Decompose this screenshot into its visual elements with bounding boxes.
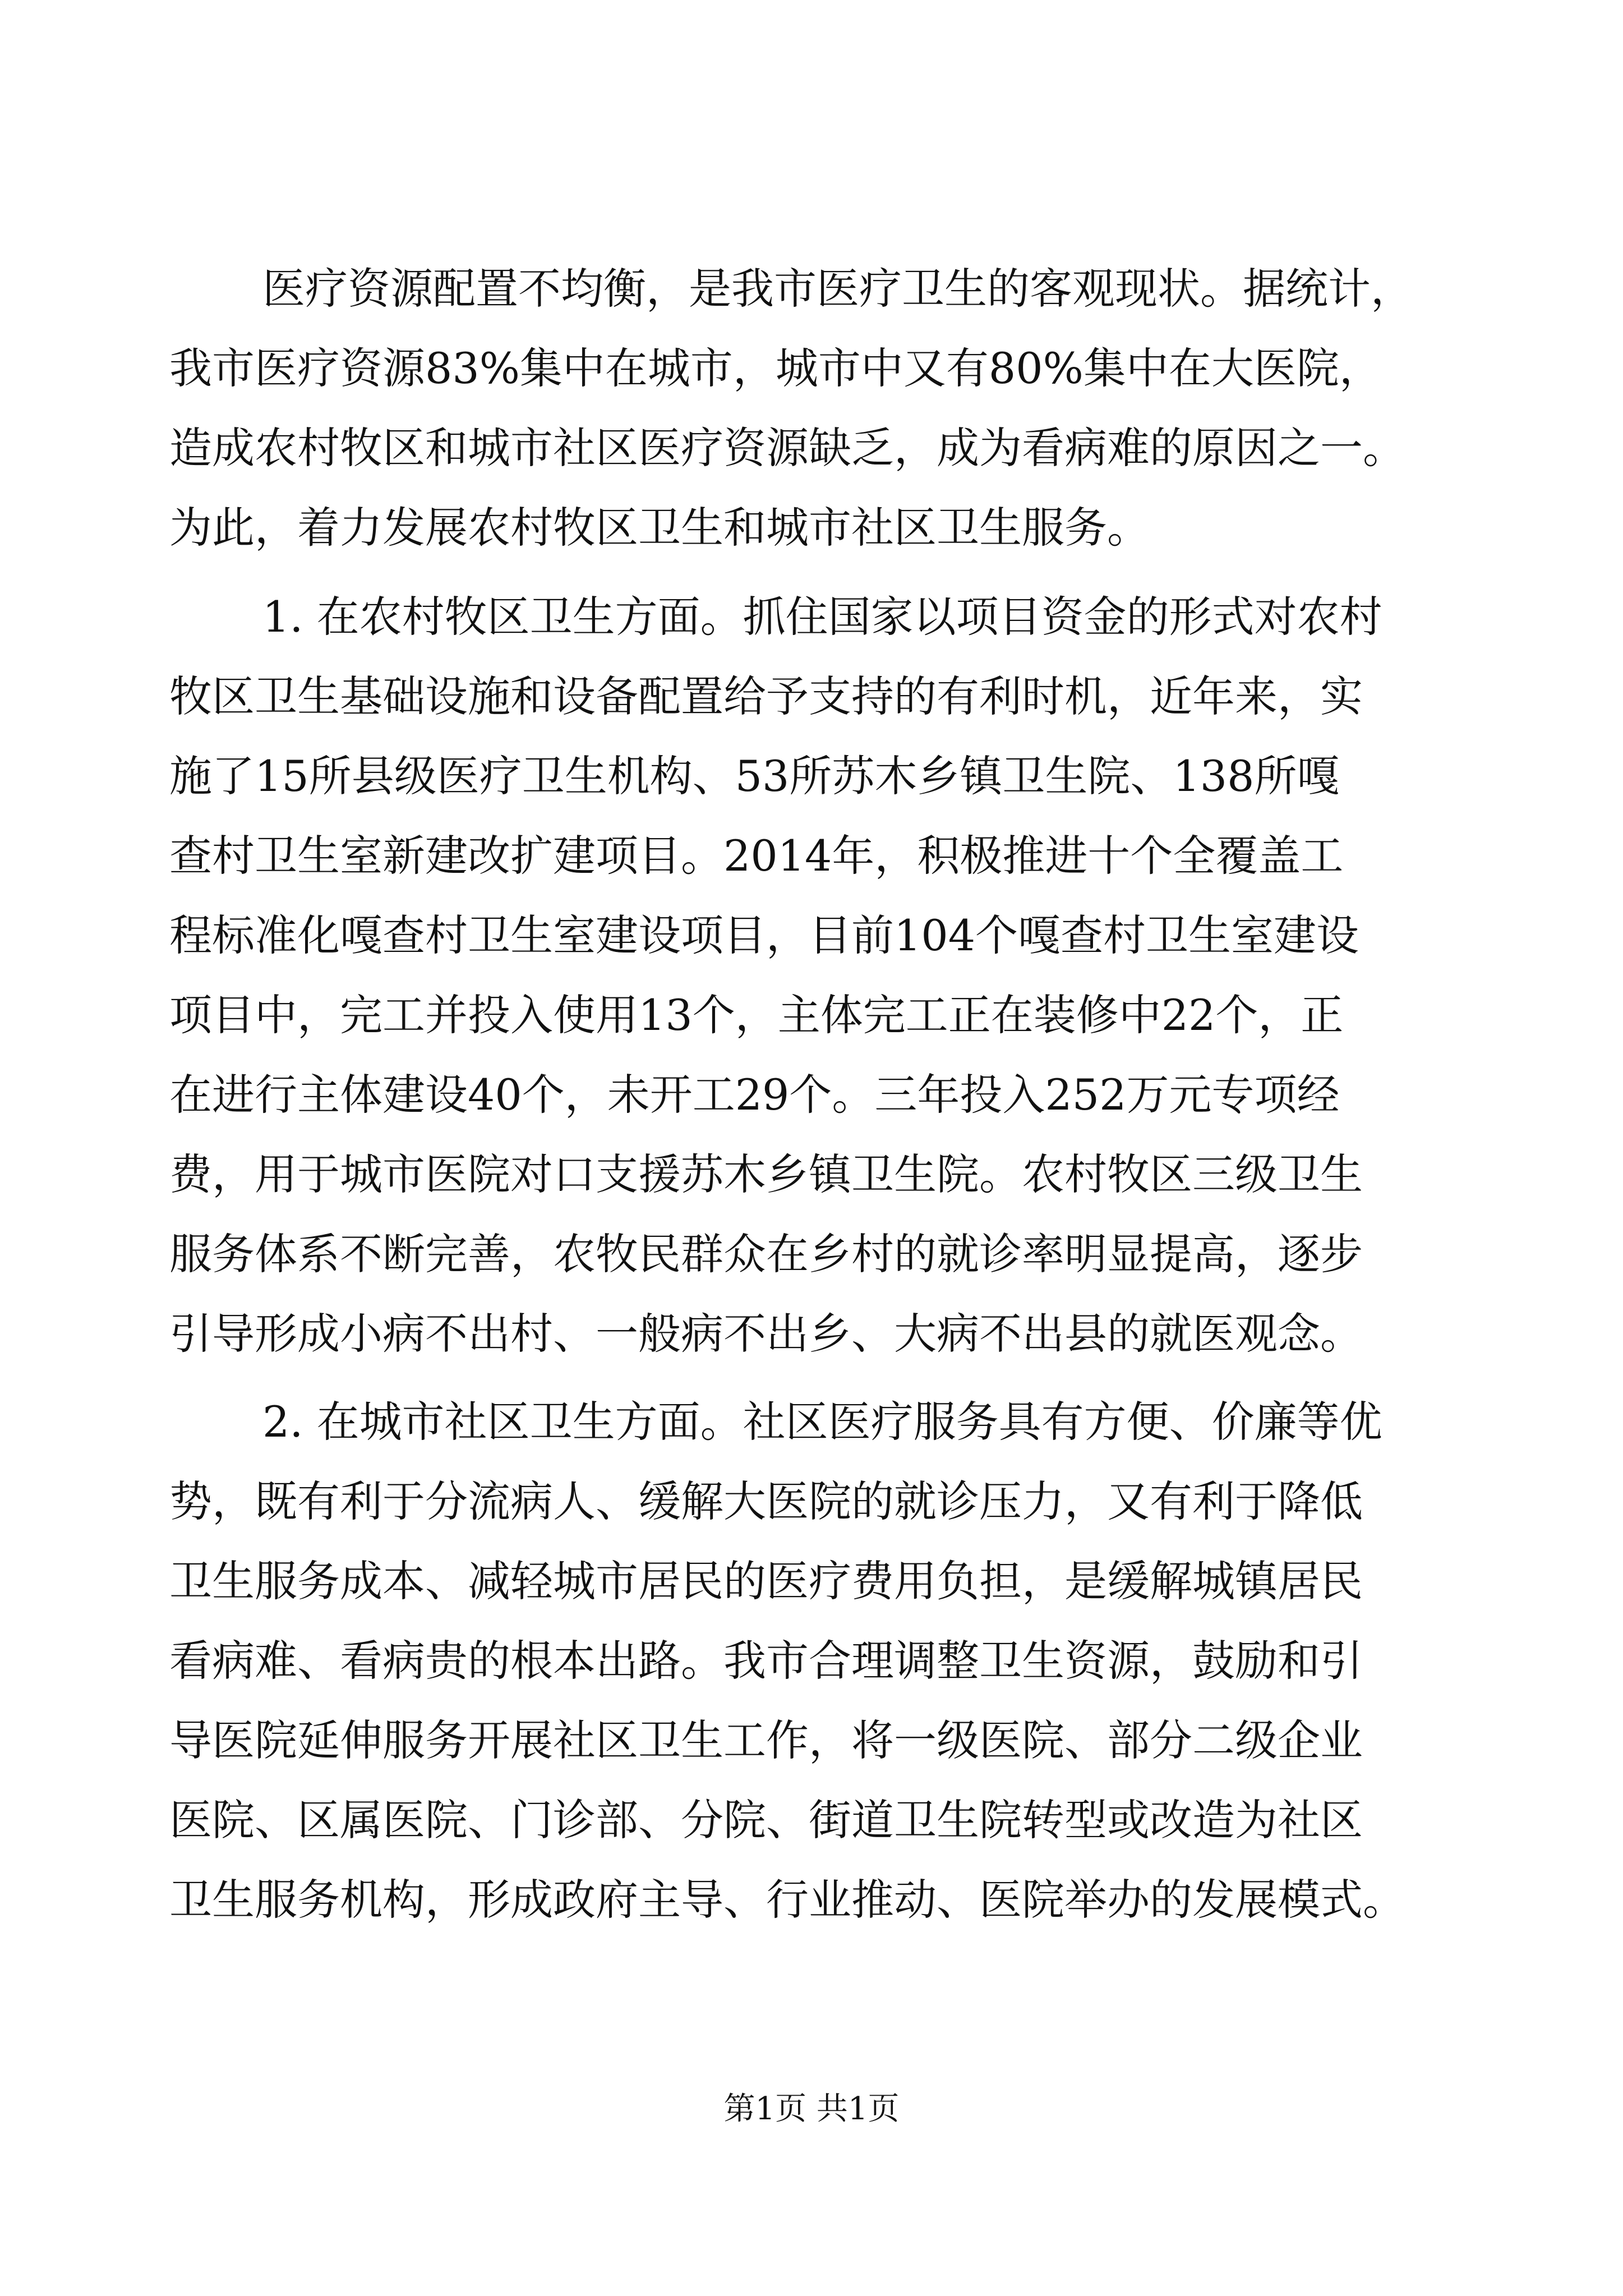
text-line: 程标准化嘎查村卫生室建设项目，目前104个嘎查村卫生室建设: [169, 910, 1359, 960]
text-line: 卫生服务机构，形成政府主导、行业推动、医院举办的发展模式。: [169, 1875, 1405, 1925]
text-line: 医疗资源配置不均衡，是我市医疗卫生的客观现状。据统计，: [262, 264, 1413, 314]
paragraph-3-line-5: [0, 1699, 1623, 1783]
text-line: 医院、区属医院、门诊部、分院、街道卫生院转型或改造为社区: [169, 1795, 1363, 1845]
text-line: 牧区卫生基础设施和设备配置给予支持的有利时机，近年来，实: [169, 671, 1363, 721]
paragraph-1-line-3: [0, 406, 1623, 490]
paragraph-2-line-3: [0, 734, 1623, 818]
paragraph-2-line-10: [0, 1292, 1623, 1376]
paragraph-2-line-1: [0, 575, 1623, 659]
text-line: 卫生服务成本、减轻城市居民的医疗费用负担，是缓解城镇居民: [169, 1556, 1363, 1606]
text-line: 施了15所县级医疗卫生机构、53所苏木乡镇卫生院、138所嘎: [169, 751, 1340, 801]
paragraph-2-line-5: [0, 894, 1623, 978]
text-line: 服务体系不断完善，农牧民群众在乡村的就诊率明显提高，逐步: [169, 1229, 1363, 1279]
text-line: 我市医疗资源83%集中在城市，城市中又有80%集中在大医院，: [169, 343, 1382, 393]
text-line: 在进行主体建设40个，未开工29个。三年投入252万元专项经: [169, 1070, 1340, 1120]
text-line: 1. 在农村牧区卫生方面。抓住国家以项目资金的形式对农村: [262, 592, 1382, 642]
text-line: 导医院延伸服务开展社区卫生工作，将一级医院、部分二级企业: [169, 1715, 1363, 1765]
paragraph-3-line-7: [0, 1858, 1623, 1942]
paragraph-3-line-2: [0, 1460, 1623, 1544]
paragraph-2-line-4: [0, 814, 1623, 898]
paragraph-2-line-9: [0, 1212, 1623, 1296]
text-line: 查村卫生室新建改扩建项目。2014年，积极推进十个全覆盖工: [169, 831, 1344, 881]
paragraph-2-line-2: [0, 655, 1623, 739]
text-line: 2. 在城市社区卫生方面。社区医疗服务具有方便、价廉等优: [262, 1397, 1382, 1447]
paragraph-2-line-7: [0, 1053, 1623, 1137]
text-line: 看病难、看病贵的根本出路。我市合理调整卫生资源，鼓励和引: [169, 1636, 1363, 1686]
paragraph-3-line-4: [0, 1619, 1623, 1703]
text-line: 势，既有利于分流病人、缓解大医院的就诊压力，又有利于降低: [169, 1476, 1363, 1526]
text-line: 造成农村牧区和城市社区医疗资源缺乏，成为看病难的原因之一。: [169, 423, 1405, 473]
page-footer: 第1页 共1页: [723, 2091, 900, 2127]
paragraph-3-line-3: [0, 1539, 1623, 1623]
paragraph-3-line-6: [0, 1778, 1623, 1862]
text-line: 费，用于城市医院对口支援苏木乡镇卫生院。农村牧区三级卫生: [169, 1149, 1363, 1199]
paragraph-1-line-2: [0, 326, 1623, 411]
text-line: 项目中，完工并投入使用13个，主体完工正在装修中22个，正: [169, 990, 1344, 1040]
paragraph-3-line-1: [0, 1380, 1623, 1464]
paragraph-2-line-6: [0, 973, 1623, 1057]
paragraph-1-line-4: [0, 486, 1623, 570]
text-line: 为此，着力发展农村牧区卫生和城市社区卫生服务。: [169, 503, 1150, 553]
paragraph-2-line-8: [0, 1133, 1623, 1217]
text-line: 引导形成小病不出村、一般病不出乡、大病不出县的就医观念。: [169, 1309, 1363, 1359]
paragraph-1-line-1: [0, 247, 1623, 331]
